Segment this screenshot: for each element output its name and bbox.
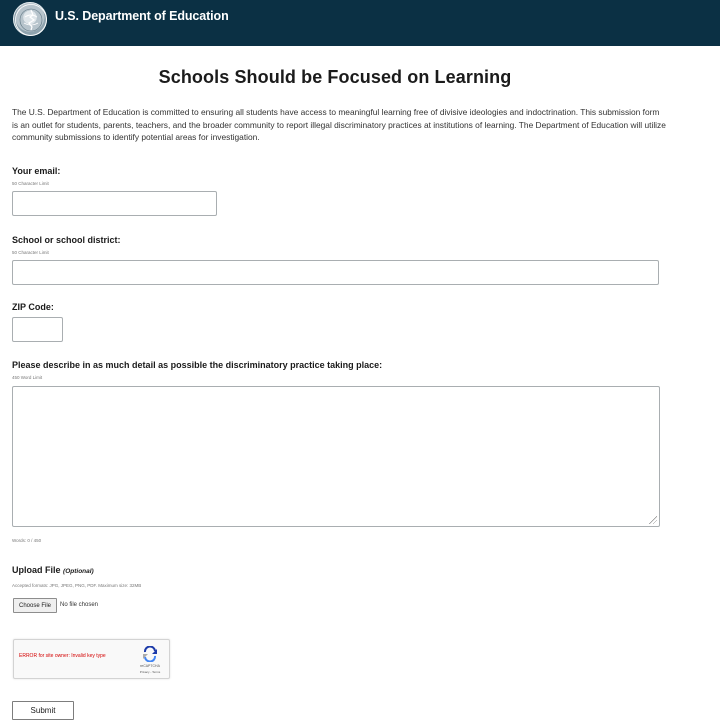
recaptcha-brand: reCAPTCHA [140, 664, 160, 668]
school-district-field[interactable] [12, 260, 659, 285]
zip-label: ZIP Code: [12, 302, 54, 312]
description-label: Please describe in as much detail as possible the discriminatory practice taking place: [12, 360, 383, 370]
school-hint: 50 Character Limit [12, 250, 49, 255]
upload-hint: Accepted formats: JPG, JPEG, PNG, PDF. Maximum size: 32MB [12, 583, 142, 588]
page-title: Schools Should be Focused on Learning [158, 67, 512, 87]
description-textarea[interactable] [12, 386, 660, 527]
recaptcha-error-text: ERROR for site owner: Invalid key type [19, 653, 106, 659]
word-count: Words: 0 / 450 [12, 538, 42, 543]
zip-code-field[interactable] [12, 317, 63, 342]
description-hint: 450 Word Limit [12, 375, 43, 380]
submit-button[interactable]: Submit [12, 701, 74, 720]
email-field[interactable] [12, 191, 217, 216]
intro-paragraph: The U.S. Department of Education is committed to ensuring all students have access to meaningful learning free of divisive ideologies and indoctrination. This submission form is an outlet for students, parents, teachers, and the broader community to report illegal discriminatory practices at institutions of learning. The Department of Education will utilize community submissions to identify potential areas for investigation. [12, 107, 666, 142]
email-label: Your email: [12, 166, 61, 176]
upload-label-text: Upload File [12, 565, 61, 575]
choose-file-button[interactable]: Choose File [13, 598, 57, 613]
recaptcha-terms-link[interactable]: Privacy - Terms [139, 670, 161, 674]
upload-optional-text: (Optional) [63, 568, 94, 575]
site-header [0, 0, 720, 46]
recaptcha-logo-icon [139, 646, 161, 662]
email-hint: 50 Character Limit [12, 181, 49, 186]
agency-name[interactable]: U.S. Department of Education [55, 9, 229, 23]
resize-handle-icon[interactable] [648, 515, 657, 524]
recaptcha-widget[interactable] [13, 639, 170, 679]
upload-label [12, 565, 94, 575]
file-status-text: No file chosen [60, 602, 99, 608]
school-label: School or school district: [12, 235, 121, 245]
department-seal-icon [13, 2, 47, 36]
